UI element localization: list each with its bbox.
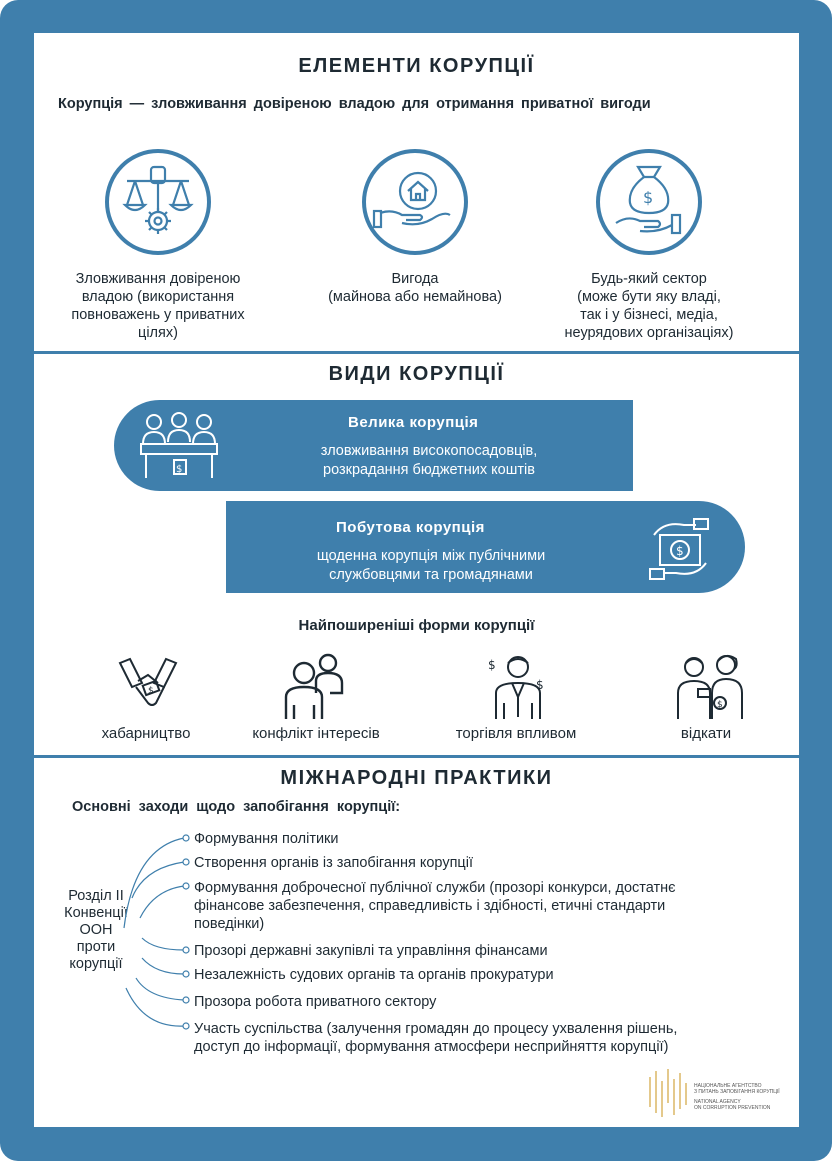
grand-corruption-desc: зловживання високопосадовців, розкрадання бюджетних коштів — [320, 443, 538, 478]
un-convention-reference: Розділ ІІ Конвенції ООН проти корупції — [64, 888, 128, 972]
svg-text:$: $ — [676, 544, 684, 558]
measures-connector-lines — [114, 828, 194, 1038]
measure-item: Формування політики — [194, 831, 339, 847]
measure-item: Прозорі державні закупівлі та управління фінансами — [194, 943, 548, 959]
element-caption-abuse: Зловживання довіреною владою (використання повноважень у приватних цілях) — [71, 271, 245, 341]
petty-corruption-desc: щоденна корупція між публічними службовцями та громадянами — [316, 548, 546, 583]
section-divider — [34, 351, 799, 354]
form-conflict-label: конфлікт інтересів — [252, 725, 380, 742]
measure-item: Створення органів із запобігання корупції — [194, 855, 473, 871]
measure-item: Прозора робота приватного сектору — [194, 994, 437, 1010]
logo-text-en: NATIONAL AGENCY ON CORRUPTION PREVENTION — [694, 1099, 771, 1111]
logo-text-ua: НАЦІОНАЛЬНЕ АГЕНТСТВО З ПИТАНЬ ЗАПОБІГАННЯ КОРУПЦІЇ — [694, 1083, 780, 1095]
measure-item: Незалежність судових органів та органів прокуратури — [194, 967, 554, 983]
svg-text:$: $ — [148, 686, 154, 696]
house-in-hand-icon — [362, 149, 468, 255]
form-bribery-label: хабарництво — [101, 725, 191, 742]
corruption-definition: Корупція — зловживання довіреною владою для отримання приватної вигоди — [58, 96, 651, 112]
grand-corruption-band — [114, 400, 633, 491]
forms-title: Найпоширеніші форми корупції — [298, 617, 535, 634]
measures-title: Основні заходи щодо запобігання корупції: — [72, 799, 401, 815]
form-kickbacks-label: відкати — [680, 725, 732, 742]
section-divider — [34, 755, 799, 758]
svg-text:$: $ — [488, 658, 496, 672]
money-bag-in-hand-icon — [596, 149, 702, 255]
svg-text:$: $ — [176, 464, 183, 475]
element-caption-benefit: Вигода (майнова або немайнова) — [328, 271, 502, 305]
naqc-logo — [646, 1067, 796, 1117]
petty-corruption-band — [226, 501, 745, 593]
element-caption-sector: Будь-який сектор (може бути яку владі, так і у бізнесі, медіа, неурядових організаціях) — [564, 271, 734, 341]
content-panel — [34, 33, 799, 1127]
measure-item: Формування доброчесної публічної служби (прозорі конкурси, достатнє фінансове забезпечення, справедливість і здібності, етичні стандарти поведінки) — [194, 880, 676, 932]
scales-gear-icon — [105, 149, 211, 255]
types-title: ВИДИ КОРУПЦІЇ — [328, 363, 505, 385]
international-title: МІЖНАРОДНІ ПРАКТИКИ — [280, 767, 553, 789]
measure-item: Участь суспільства (залучення громадян до процесу ухвалення рішень, доступ до інформації, формування атмосфери несприйняття корупції) — [194, 1021, 678, 1055]
elements-title: ЕЛЕМЕНТИ КОРУПЦІЇ — [298, 55, 535, 77]
petty-corruption-title: Побутова корупція — [336, 519, 485, 536]
svg-text:$: $ — [643, 188, 654, 207]
form-influence-label: торгівля впливом — [455, 725, 577, 742]
svg-text:$: $ — [536, 678, 544, 692]
svg-text:$: $ — [717, 700, 723, 710]
grand-corruption-title: Велика корупція — [348, 414, 479, 431]
